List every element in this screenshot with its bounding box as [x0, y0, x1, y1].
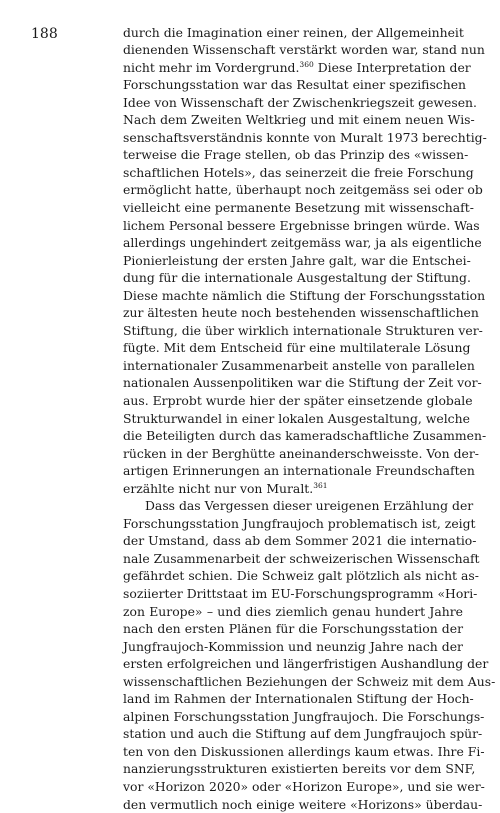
text-line: [123, 181, 463, 199]
text-line: [123, 59, 463, 77]
text-line: [123, 146, 463, 164]
text-line: [123, 760, 463, 778]
text-line: [123, 234, 463, 252]
text-line: [123, 164, 463, 182]
text-line: [123, 322, 463, 340]
text-line: [123, 427, 463, 445]
text-line: [123, 603, 463, 621]
line-text: Strukturwandel in einer lokalen Ausgestaltung, welche: [123, 411, 470, 426]
line-text: Nach dem Zweiten Weltkrieg und mit einem neuen Wis-: [123, 112, 475, 127]
line-text: nach den ersten Plänen für die Forschungsstation der: [123, 621, 463, 636]
line-text: ten von den Diskussionen allerdings kaum etwas. Ihre Fi-: [123, 744, 485, 759]
line-text: Dass das Vergessen dieser ureigenen Erzählung der: [145, 498, 473, 513]
text-line: [123, 462, 463, 480]
line-text: soziierter Drittstaat im EU-Forschungsprogramm «Hori-: [123, 586, 477, 601]
line-text: ermöglicht hatte, überhaupt noch zeitgemäss sei oder ob: [123, 182, 483, 197]
line-text-continued: Diese Interpretation der: [314, 60, 471, 75]
text-line: [123, 567, 463, 585]
text-line: [123, 690, 463, 708]
text-line: [123, 778, 463, 796]
text-line: [123, 94, 463, 112]
line-text: lichem Personal bessere Ergebnisse bringen würde. Was: [123, 218, 480, 233]
text-line: [123, 497, 463, 515]
line-text: zon Europe» – und dies ziemlich genau hundert Jahre: [123, 604, 463, 619]
line-text: terweise die Frage stellen, ob das Prinzip des «wissen-: [123, 147, 468, 162]
text-line: [123, 252, 463, 270]
line-text: Pionierleistung der ersten Jahre galt, war die Entschei-: [123, 253, 471, 268]
text-line: [123, 445, 463, 463]
line-text: Forschungsstation war das Resultat einer spezifischen: [123, 77, 466, 92]
line-text: Diese machte nämlich die Stiftung der Forschungsstation: [123, 288, 485, 303]
paragraph: [123, 24, 463, 498]
line-text: wissenschaftlichen Beziehungen der Schweiz mit dem Aus-: [123, 674, 495, 689]
line-text: Idee von Wissenschaft der Zwischenkriegszeit gewesen.: [123, 95, 477, 110]
line-text: internationaler Zusammenarbeit anstelle von parallelen: [123, 358, 475, 373]
line-text: nationalen Aussenpolitiken war die Stiftung der Zeit vor-: [123, 375, 482, 390]
text-line: [123, 269, 463, 287]
body-text: [123, 24, 463, 813]
line-text: rücken in der Berghütte aneinanderschweisste. Von der-: [123, 446, 479, 461]
line-text: Forschungsstation Jungfraujoch problematisch ist, zeigt: [123, 516, 476, 531]
line-text: fügte. Mit dem Entscheid für eine multilaterale Lösung: [123, 340, 470, 355]
text-line: [123, 725, 463, 743]
line-text: der Umstand, dass ab dem Sommer 2021 die internatio-: [123, 533, 476, 548]
text-line: [123, 515, 463, 533]
text-line: [123, 111, 463, 129]
line-text: schaftlichen Hotels», das seinerzeit die freie Forschung: [123, 165, 474, 180]
text-line: [123, 304, 463, 322]
line-text: alpinen Forschungsstation Jungfraujoch. Die Forschungs-: [123, 709, 484, 724]
text-line: [123, 532, 463, 550]
text-line: [123, 410, 463, 428]
line-text: durch die Imagination einer reinen, der Allgemeinheit: [123, 25, 464, 40]
line-text: dienenden Wissenschaft verstärkt worden war, stand nun: [123, 42, 485, 57]
line-text: zur ältesten heute noch bestehenden wissenschaftlichen: [123, 305, 479, 320]
text-line: [123, 796, 463, 813]
text-line: [123, 41, 463, 59]
line-text: vielleicht eine permanente Besetzung mit wissenschaft-: [123, 200, 474, 215]
line-text: aus. Erprobt wurde hier der später einsetzende globale: [123, 393, 473, 408]
page-number: 188: [31, 26, 58, 42]
line-text: senschaftsverständnis konnte von Muralt 1973 berechtig-: [123, 130, 487, 145]
line-text: die Beteiligten durch das kameradschaftliche Zusammen-: [123, 428, 486, 443]
text-line: [123, 339, 463, 357]
text-line: [123, 392, 463, 410]
footnote-marker[interactable]: 360: [299, 59, 313, 68]
text-line: [123, 287, 463, 305]
text-line: [123, 129, 463, 147]
text-line: [123, 199, 463, 217]
line-text: erzählte nicht nur von Muralt.: [123, 481, 313, 496]
line-text: nale Zusammenarbeit der schweizerischen Wissenschaft: [123, 551, 480, 566]
line-text: station und auch die Stiftung auf dem Jungfraujoch spür-: [123, 726, 482, 741]
line-text: nicht mehr im Vordergrund.: [123, 60, 299, 75]
text-line: [123, 550, 463, 568]
line-text: Jungfraujoch-Kommission und neunzig Jahre nach der: [123, 639, 463, 654]
line-text: artigen Erinnerungen an internationale Freundschaften: [123, 463, 475, 478]
text-line: [123, 708, 463, 726]
line-text: nanzierungsstrukturen existierten bereits vor dem SNF,: [123, 761, 475, 776]
line-text: gefährdet schien. Die Schweiz galt plötzlich als nicht as-: [123, 568, 479, 583]
text-line: [123, 217, 463, 235]
text-line: [123, 480, 463, 498]
text-line: [123, 374, 463, 392]
footnote-marker[interactable]: 361: [313, 481, 327, 490]
text-line: [123, 673, 463, 691]
text-line: [123, 24, 463, 42]
text-line: [123, 585, 463, 603]
text-line: [123, 638, 463, 656]
line-text: Stiftung, die über wirklich internationale Strukturen ver-: [123, 323, 483, 338]
text-line: [123, 357, 463, 375]
line-text: land im Rahmen der Internationalen Stiftung der Hoch-: [123, 691, 474, 706]
text-line: [123, 76, 463, 94]
line-text: allerdings ungehindert zeitgemäss war, ja als eigentliche: [123, 235, 482, 250]
text-line: [123, 743, 463, 761]
text-line: [123, 655, 463, 673]
paragraph: [123, 497, 463, 813]
line-text: vor «Horizon 2020» oder «Horizon Europe», und sie wer-: [123, 779, 485, 794]
text-line: [123, 620, 463, 638]
line-text: ersten erfolgreichen und längerfristigen Aushandlung der: [123, 656, 488, 671]
line-text: den vermutlich noch einige weitere «Horizons» überdau-: [123, 797, 482, 812]
line-text: dung für die internationale Ausgestaltung der Stiftung.: [123, 270, 471, 285]
